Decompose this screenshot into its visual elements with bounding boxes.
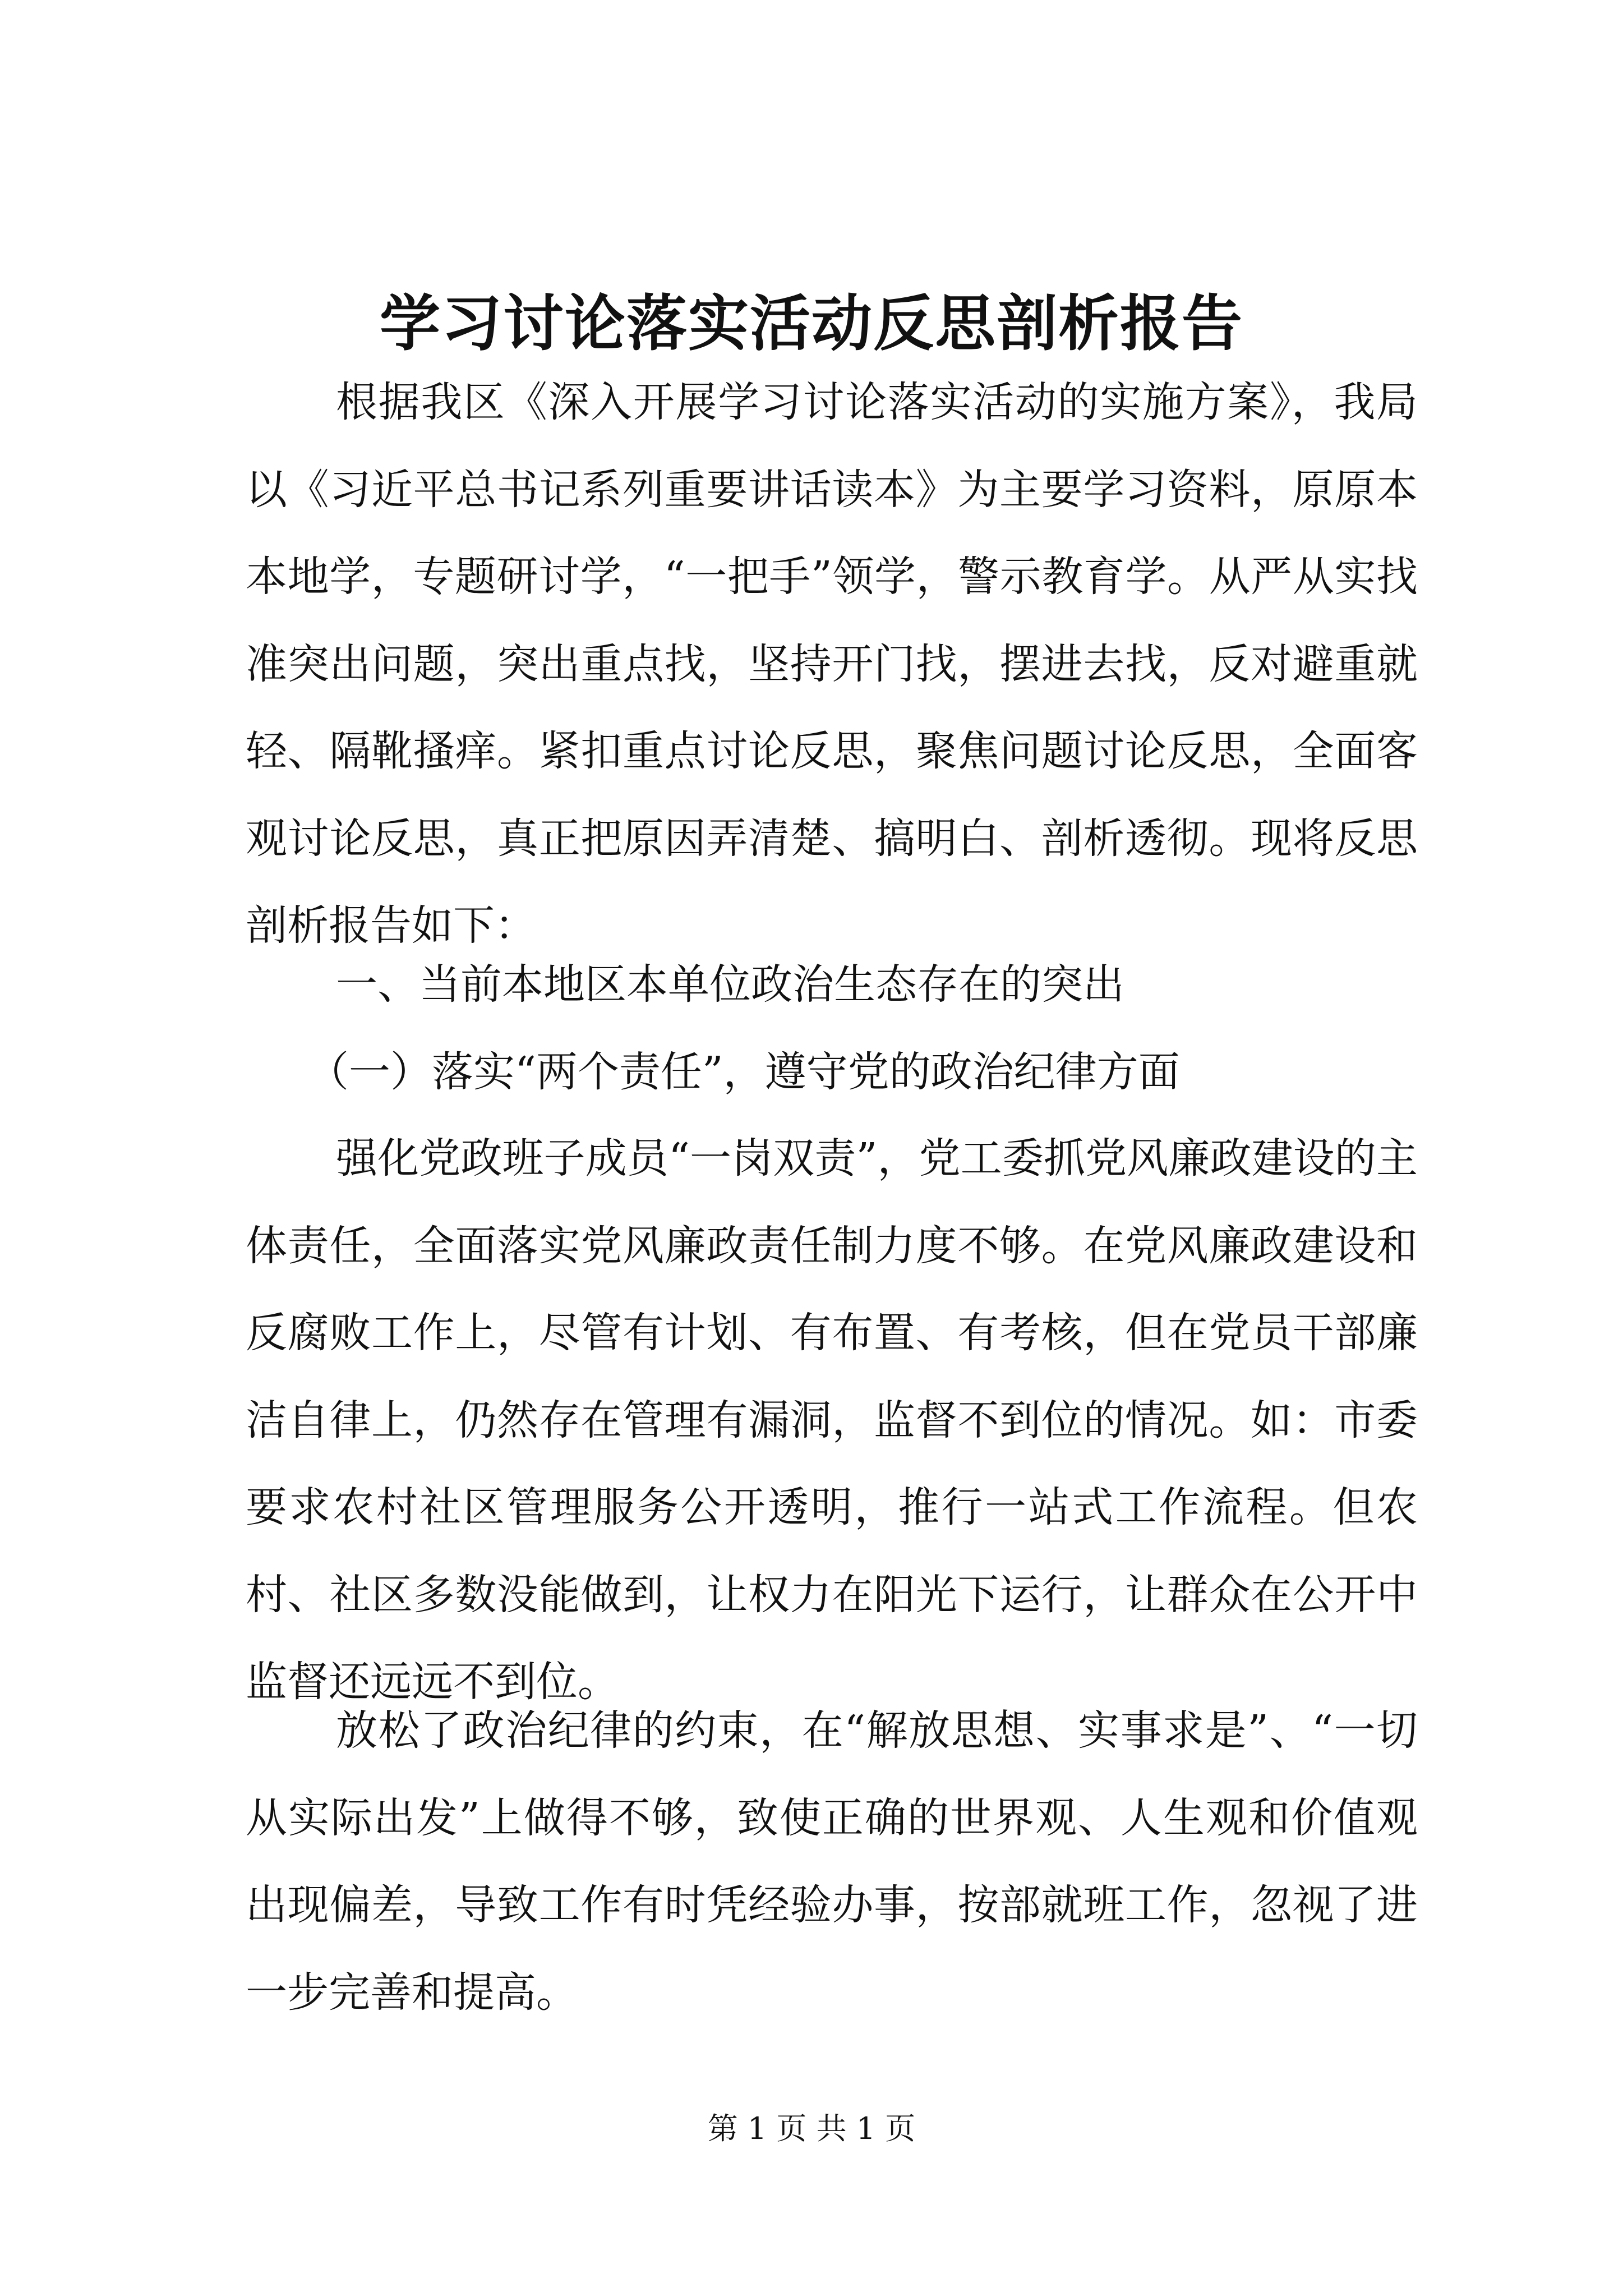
page-footer: 第 1 页 共 1 页 bbox=[707, 2111, 916, 2146]
body-paragraph-2: 放松了政治纪律的约束，在“解放思想、实事求是”、“一切从实际出发”上做得不够，致使正确的世界观、人生观和价值观出现偏差，导致工作有时凭经验办事，按部就班工作，忽视了进一步完善和提高。 bbox=[246, 1706, 1418, 2017]
intro-paragraph: 根据我区《深入开展学习讨论落实活动的实施方案》，我局以《习近平总书记系列重要讲话读本》为主要学习资料，原原本本地学，专题研讨学，“一把手”领学，警示教育学。从严从实找准突出问题，突出重点找，坚持开门找，摆进去找，反对避重就轻、隔靴搔痒。紧扣重点讨论反思，聚焦问题讨论反思，全面客观讨论反思，真正把原因弄清楚、搞明白、剖析透彻。现将反思剖析报告如下： bbox=[246, 378, 1418, 950]
body-paragraph-1: 强化党政班子成员“一岗双责”，党工委抓党风廉政建设的主体责任，全面落实党风廉政责任制力度不够。在党风廉政建设和反腐败工作上，尽管有计划、有布置、有考核，但在党员干部廉洁自律上，仍然存在管理有漏洞，监督不到位的情况。如：市委要求农村社区管理服务公开透明，推行一站式工作流程。但农村、社区多数没能做到，让权力在阳光下运行，让群众在公开中监督还远远不到位。 bbox=[246, 1134, 1418, 1706]
section-heading-2: （一）落实“两个责任”，遵守党的政治纪律方面 bbox=[307, 1048, 1180, 1096]
section-heading-1: 一、当前本地区本单位政治生态存在的突出 bbox=[336, 960, 1124, 1009]
document-title: 学习讨论落实活动反思剖析报告 bbox=[379, 288, 1243, 359]
